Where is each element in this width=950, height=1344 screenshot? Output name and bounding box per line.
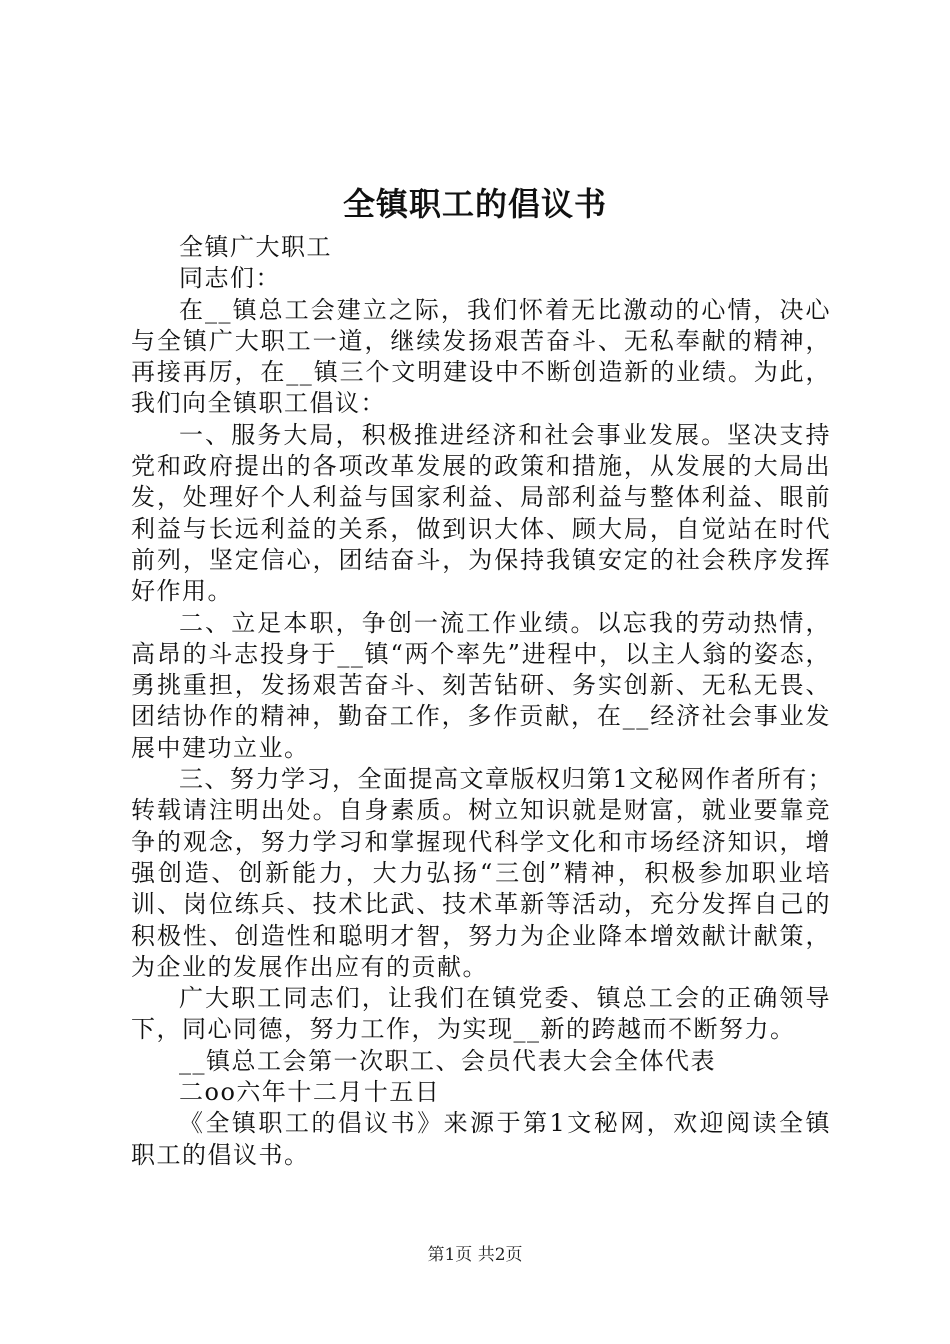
text-line: 好作用。 <box>131 577 233 606</box>
text-line: 展中建功立业。 <box>131 733 310 762</box>
text-line: 下，同心同德，努力工作，为实现__新的跨越而不断努力。 <box>131 1015 796 1044</box>
text-line: 高昂的斗志投身于__镇“两个率先”进程中，以主人翁的姿态， <box>131 639 831 668</box>
text-line: 党和政府提出的各项改革发展的政策和措施，从发展的大局出 <box>131 452 831 481</box>
text-line: 争的观念，努力学习和掌握现代科学文化和市场经济知识，增 <box>131 827 831 856</box>
text-line: 勇挑重担，发扬艰苦奋斗、刻苦钻研、务实创新、无私无畏、 <box>131 671 831 700</box>
text-line: 发，处理好个人利益与国家利益、局部利益与整体利益、眼前 <box>131 483 831 512</box>
text-line: 二、立足本职，争创一流工作业绩。以忘我的劳动热情， <box>179 608 831 637</box>
text-line: 全镇广大职工 <box>179 233 332 261</box>
text-line: 二oo六年十二月十五日 <box>179 1078 441 1107</box>
text-line: 再接再厉，在__镇三个文明建设中不断创造新的业绩。为此， <box>131 358 831 387</box>
text-line: 同志们： <box>179 264 281 293</box>
text-line: 前列，坚定信心，团结奋斗，为保持我镇安定的社会秩序发挥 <box>131 545 831 574</box>
text-line: 在__镇总工会建立之际，我们怀着无比激动的心情，决心 <box>179 295 831 324</box>
text-line: 利益与长远利益的关系，做到识大体、顾大局，自觉站在时代 <box>131 514 831 543</box>
text-line: 三、努力学习，全面提高文章版权归第1文秘网作者所有； <box>179 765 834 794</box>
text-line: __镇总工会第一次职工、会员代表大会全体代表 <box>179 1046 716 1075</box>
text-line: 一、服务大局，积极推进经济和社会事业发展。坚决支持 <box>179 420 831 449</box>
document-title: 全镇职工的倡议书 <box>342 185 607 223</box>
text-line: 《全镇职工的倡议书》来源于第1文秘网，欢迎阅读全镇 <box>179 1109 831 1138</box>
text-line: 广大职工同志们，让我们在镇党委、镇总工会的正确领导 <box>179 984 831 1013</box>
page-footer: 第1页 共2页 <box>427 1245 523 1265</box>
document-body <box>131 232 834 1171</box>
text-line: 团结协作的精神，勤奋工作，多作贡献，在__经济社会事业发 <box>131 702 831 731</box>
text-line: 强创造、创新能力，大力弘扬“三创”精神，积极参加职业培 <box>131 858 831 887</box>
text-line: 职工的倡议书。 <box>131 1140 310 1169</box>
text-line: 训、岗位练兵、技术比武、技术革新等活动，充分发挥自己的 <box>131 890 831 919</box>
text-line: 为企业的发展作出应有的贡献。 <box>131 952 488 981</box>
text-line: 转载请注明出处。自身素质。树立知识就是财富，就业要靠竞 <box>131 796 831 825</box>
text-line: 积极性、创造性和聪明才智，努力为企业降本增效献计献策， <box>131 921 831 950</box>
text-line: 与全镇广大职工一道，继续发扬艰苦奋斗、无私奉献的精神， <box>131 326 831 355</box>
text-line: 我们向全镇职工倡议： <box>131 389 386 418</box>
